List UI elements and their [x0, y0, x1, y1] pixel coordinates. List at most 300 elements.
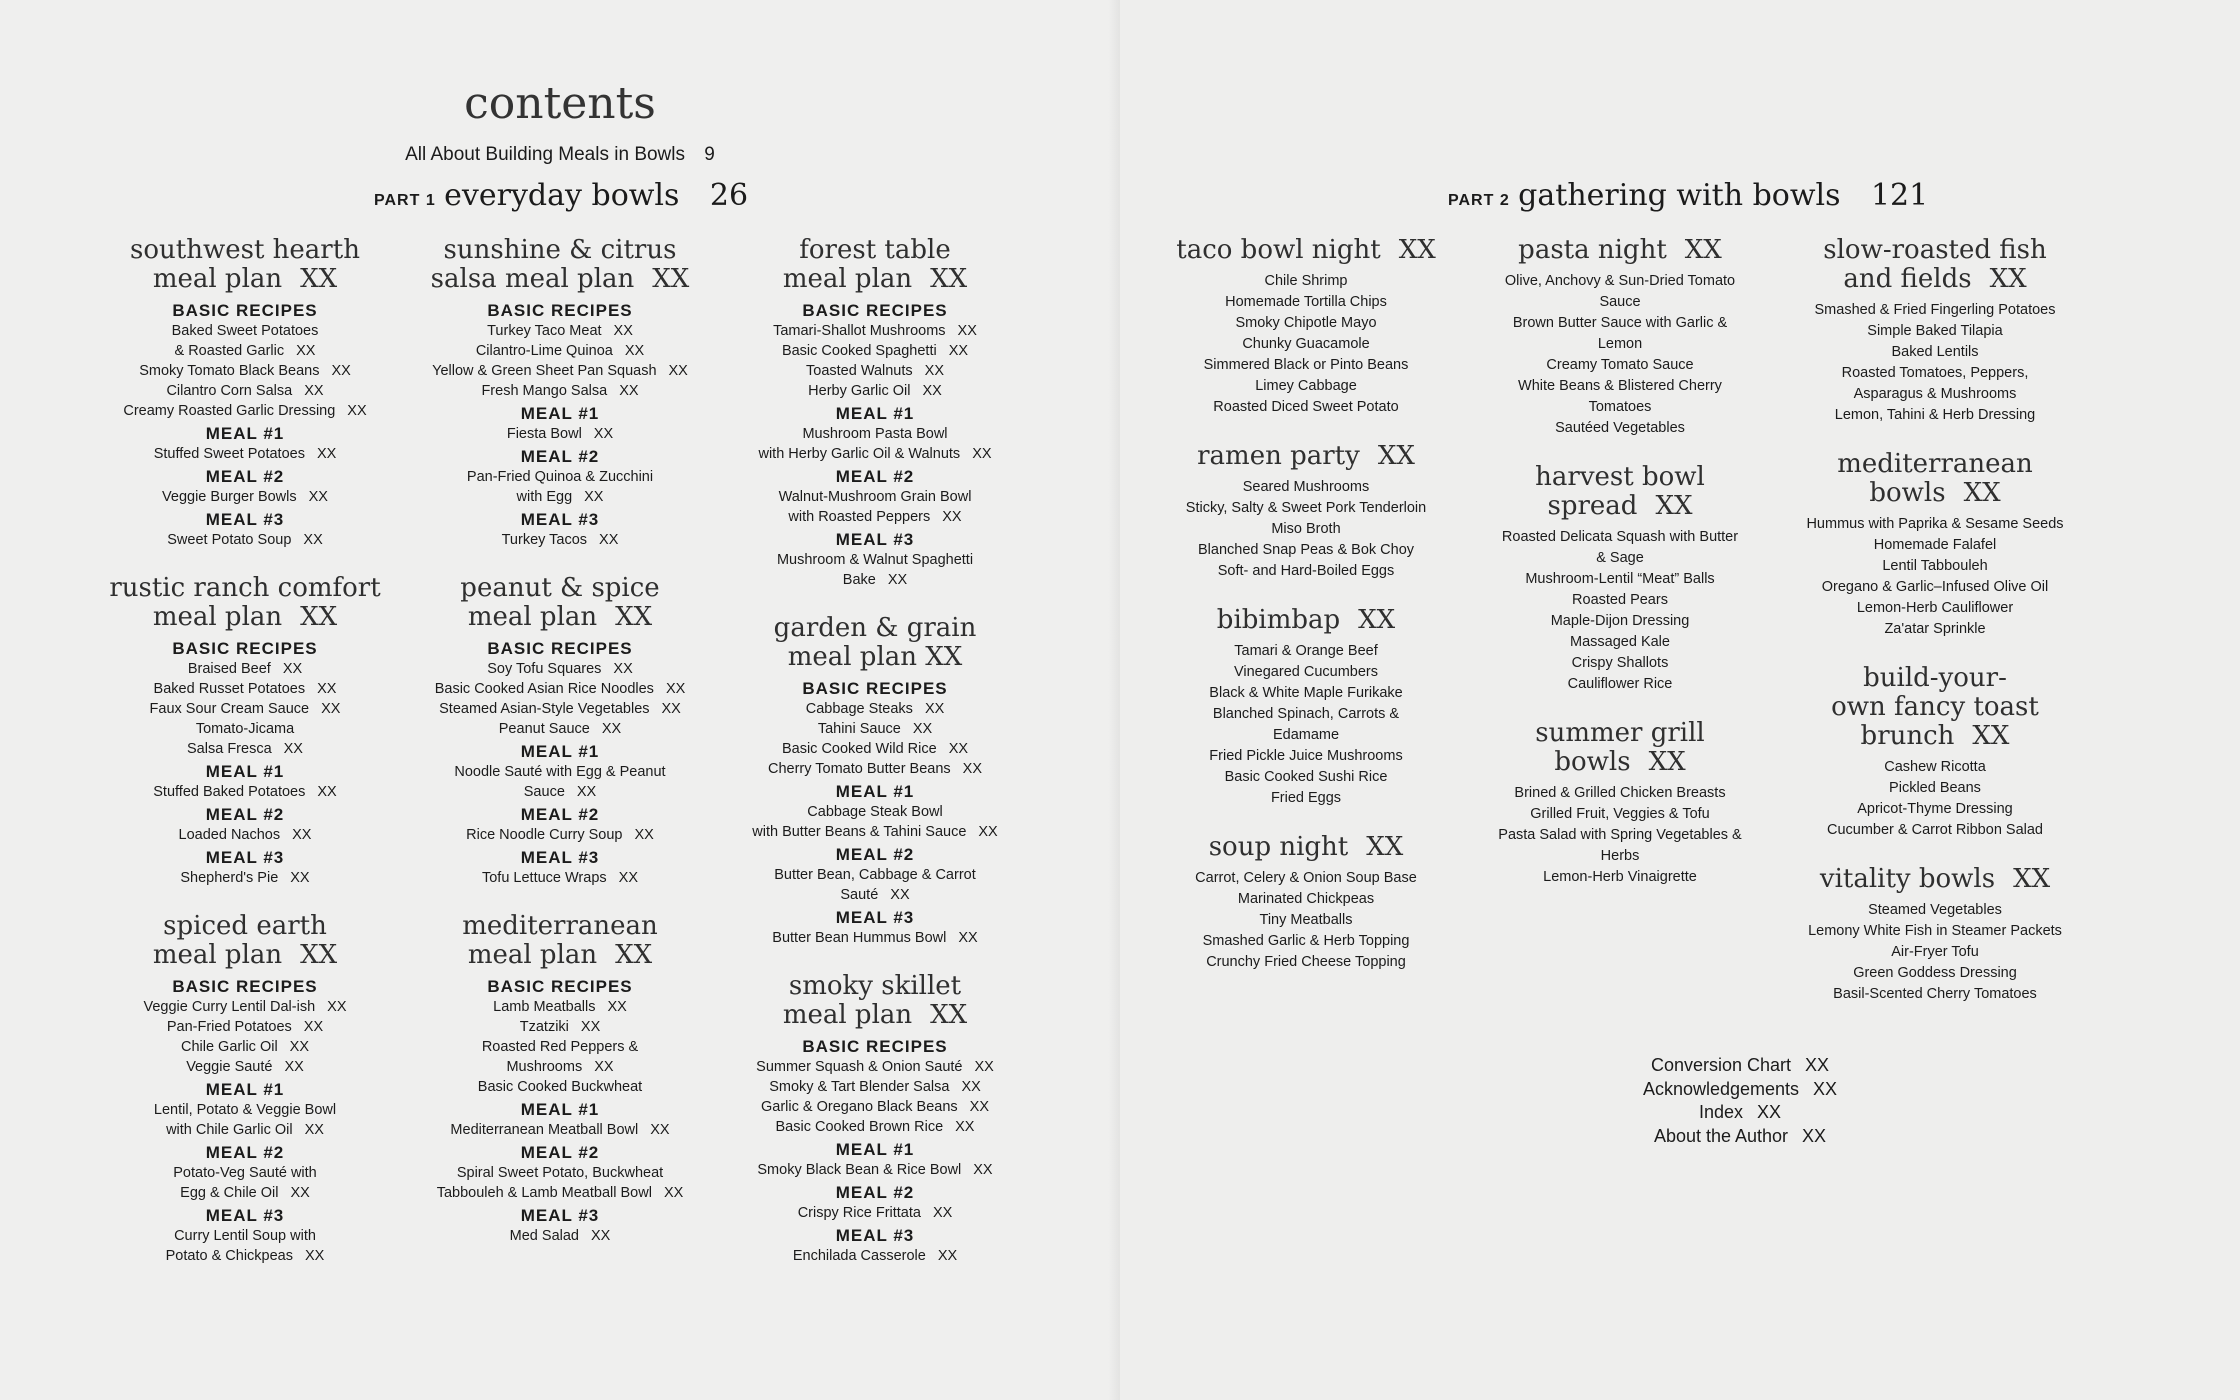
- recipe-name: Curry Lentil Soup with: [174, 1228, 316, 1244]
- recipe-name: Mushrooms: [506, 1059, 583, 1075]
- recipe-name: Lamb Meatballs: [493, 999, 596, 1015]
- recipe-page: XX: [922, 383, 942, 399]
- recipe-name: Tamari-Shallot Mushrooms: [773, 323, 946, 339]
- recipe-page: XX: [978, 824, 998, 840]
- recipe-entry[interactable]: Grilled Fruit, Veggies & Tofu: [1530, 806, 1710, 822]
- recipe-name: Basic Cooked Buckwheat: [477, 1079, 643, 1095]
- recipe-entry[interactable]: & Sage: [1596, 550, 1644, 566]
- recipe-entry[interactable]: [410, 868, 710, 888]
- recipe-entry[interactable]: Tiny Meatballs: [1259, 912, 1353, 928]
- recipe-page: XX: [282, 661, 303, 677]
- right-column-2: [1470, 236, 1770, 912]
- recipe-entry[interactable]: [410, 1163, 710, 1183]
- recipe-entry[interactable]: [725, 341, 1025, 361]
- recipe-entry[interactable]: [95, 1037, 395, 1057]
- recipe-entry[interactable]: [95, 1057, 395, 1077]
- section-heading: MEAL #3: [835, 908, 915, 927]
- recipe-entry[interactable]: [725, 1203, 1025, 1223]
- recipe-entry[interactable]: Hummus with Paprika & Sesame Seeds: [1806, 516, 2064, 532]
- part2-label: PART 2: [1448, 192, 1510, 209]
- recipe-entry[interactable]: [725, 865, 1025, 885]
- section-heading: MEAL #2: [520, 447, 600, 466]
- recipe-entry[interactable]: [95, 487, 395, 507]
- recipe-entry[interactable]: [95, 321, 395, 341]
- plan-title-line: spiced earth: [163, 911, 327, 941]
- recipe-entry[interactable]: [725, 550, 1025, 570]
- right-page: [1120, 0, 2240, 1400]
- recipe-page: XX: [665, 681, 686, 697]
- recipe-entry[interactable]: [725, 802, 1025, 822]
- plan-title-page: XX: [930, 264, 968, 294]
- plan-title: [95, 236, 395, 294]
- recipe-entry[interactable]: Air-Fryer Tofu: [1891, 944, 1979, 960]
- backmatter-page: XX: [1802, 1125, 1827, 1146]
- plan-title-line: meal plan XX: [787, 642, 963, 672]
- recipe-entry[interactable]: [410, 530, 710, 550]
- recipe-entry[interactable]: Roasted Delicata Squash with Butter: [1501, 529, 1739, 545]
- recipe-name: Mushroom & Walnut Spaghetti: [776, 552, 974, 568]
- recipe-entry[interactable]: [725, 444, 1025, 464]
- recipe-entry[interactable]: Lemony White Fish in Steamer Packets: [1808, 923, 2062, 939]
- recipe-entry[interactable]: [410, 782, 710, 802]
- recipe-entry[interactable]: [410, 1183, 710, 1203]
- recipe-entry[interactable]: Herbs: [1600, 848, 1640, 864]
- recipe-entry[interactable]: Blanched Snap Peas & Bok Choy: [1197, 542, 1415, 558]
- plan-title-line: meal plan: [152, 602, 283, 632]
- recipe-entry[interactable]: Simmered Black or Pinto Beans: [1203, 357, 1409, 373]
- recipe-entry[interactable]: Chunky Guacamole: [1242, 336, 1370, 352]
- recipe-entry[interactable]: [725, 822, 1025, 842]
- recipe-entry[interactable]: [95, 530, 395, 550]
- recipe-entry[interactable]: Crunchy Fried Cheese Topping: [1206, 954, 1406, 970]
- recipe-entry[interactable]: [410, 1226, 710, 1246]
- recipe-entry[interactable]: [410, 361, 710, 381]
- recipe-entry[interactable]: Chile Shrimp: [1264, 273, 1348, 289]
- recipe-entry[interactable]: [725, 424, 1025, 444]
- recipe-entry[interactable]: [410, 825, 710, 845]
- plan-title-page: XX: [1377, 441, 1415, 471]
- backmatter-entry[interactable]: [1540, 1054, 1940, 1078]
- section-heading: BASIC RECIPES: [802, 679, 948, 698]
- recipe-entry[interactable]: Lentil Tabbouleh: [1882, 558, 1988, 574]
- recipe-entry[interactable]: Simple Baked Tilapia: [1867, 323, 2003, 339]
- recipe-entry[interactable]: [725, 321, 1025, 341]
- plan-title: [725, 236, 1025, 294]
- recipe-entry[interactable]: Pickled Beans: [1889, 780, 1981, 796]
- plan-title-page: XX: [1963, 478, 2001, 508]
- recipe-entry[interactable]: Fried Pickle Juice Mushrooms: [1209, 748, 1403, 764]
- recipe-page: XX: [924, 701, 945, 717]
- recipe-entry[interactable]: [725, 739, 1025, 759]
- recipe-page: XX: [580, 1019, 601, 1035]
- recipe-name: Lentil, Potato & Veggie Bowl: [153, 1102, 337, 1118]
- recipe-entry[interactable]: [410, 487, 710, 507]
- recipe-name: Basic Cooked Brown Rice: [775, 1119, 944, 1135]
- recipe-entry[interactable]: [95, 401, 395, 421]
- recipe-entry[interactable]: [95, 739, 395, 759]
- recipe-page: XX: [613, 661, 633, 677]
- recipe-entry[interactable]: [725, 1160, 1025, 1180]
- recipe-entry[interactable]: Smashed & Fried Fingerling Potatoes: [1814, 302, 2056, 318]
- recipe-name: Sauté: [840, 887, 879, 903]
- plan-title-line: forest table: [799, 235, 951, 265]
- recipe-entry[interactable]: Smoky Chipotle Mayo: [1235, 315, 1377, 331]
- recipe-name: Spiral Sweet Potato, Buckwheat: [456, 1165, 664, 1181]
- section-heading: BASIC RECIPES: [172, 301, 318, 320]
- recipe-name: Tzatziki: [519, 1019, 569, 1035]
- recipe-name: Veggie Sauté: [186, 1059, 273, 1075]
- recipe-entry[interactable]: [725, 928, 1025, 948]
- recipe-page: XX: [594, 1059, 614, 1075]
- recipe-entry[interactable]: Brown Butter Sauce with Garlic &: [1512, 315, 1728, 331]
- recipe-entry[interactable]: Cucumber & Carrot Ribbon Salad: [1827, 822, 2043, 838]
- section-heading: MEAL #1: [520, 404, 600, 423]
- section-heading: BASIC RECIPES: [802, 301, 948, 320]
- recipe-page: XX: [912, 721, 933, 737]
- recipe-entry[interactable]: [95, 868, 395, 888]
- recipe-page: XX: [599, 532, 619, 548]
- recipe-entry[interactable]: [725, 507, 1025, 527]
- recipe-entry[interactable]: Tomatoes: [1588, 399, 1652, 415]
- recipe-name: Cilantro-Lime Quinoa: [475, 343, 613, 359]
- recipe-entry[interactable]: [725, 381, 1025, 401]
- section-heading: MEAL #3: [520, 848, 600, 867]
- recipe-page: XX: [973, 1162, 993, 1178]
- recipe-entry[interactable]: [725, 1057, 1025, 1077]
- recipe-page: XX: [942, 509, 962, 525]
- recipe-entry[interactable]: [725, 570, 1025, 590]
- recipe-entry[interactable]: [410, 719, 710, 739]
- plan-title-page: XX: [1648, 747, 1686, 777]
- recipe-entry[interactable]: [725, 1077, 1025, 1097]
- recipe-entry[interactable]: [95, 1100, 395, 1120]
- recipe-entry[interactable]: Soft- and Hard-Boiled Eggs: [1217, 563, 1395, 579]
- recipe-entry[interactable]: [410, 341, 710, 361]
- recipe-name: Tofu Lettuce Wraps: [481, 870, 607, 886]
- recipe-name: Faux Sour Cream Sauce: [149, 701, 310, 717]
- recipe-name: with Egg: [516, 489, 573, 505]
- recipe-page: XX: [292, 827, 312, 843]
- plan-title-page: XX: [2013, 864, 2051, 894]
- recipe-entry[interactable]: [95, 1246, 395, 1266]
- section-heading: MEAL #2: [520, 805, 600, 824]
- recipe-name: Braised Beef: [187, 661, 271, 677]
- recipe-page: XX: [303, 1019, 324, 1035]
- recipe-page: XX: [957, 323, 977, 339]
- meal-plan: [725, 236, 1025, 590]
- plan-title-page: XX: [652, 264, 690, 294]
- plan-title-line-wrap: [1156, 236, 1456, 265]
- recipe-entry[interactable]: [410, 321, 710, 341]
- recipe-entry[interactable]: [95, 782, 395, 802]
- recipe-entry[interactable]: Limey Cabbage: [1255, 378, 1357, 394]
- recipe-entry[interactable]: Carrot, Celery & Onion Soup Base: [1195, 870, 1417, 886]
- recipe-page: XX: [290, 1185, 310, 1201]
- section-heading: MEAL #1: [205, 1080, 285, 1099]
- recipe-name: Stuffed Sweet Potatoes: [153, 446, 305, 462]
- plan-title: [1785, 865, 2085, 894]
- recipe-entry[interactable]: Brined & Grilled Chicken Breasts: [1514, 785, 1726, 801]
- recipe-entry[interactable]: [410, 762, 710, 782]
- recipe-entry[interactable]: Lemon: [1597, 336, 1643, 352]
- plan-title-line-wrap: [95, 941, 395, 970]
- recipe-entry[interactable]: [95, 699, 395, 719]
- recipe-page: XX: [668, 363, 688, 379]
- recipe-entry[interactable]: Roasted Diced Sweet Potato: [1213, 399, 1399, 415]
- meal-plan: [95, 236, 395, 550]
- recipe-entry[interactable]: Creamy Tomato Sauce: [1546, 357, 1694, 373]
- recipe-page: XX: [284, 1059, 304, 1075]
- recipe-name: Cabbage Steaks: [805, 701, 913, 717]
- recipe-entry[interactable]: Fried Eggs: [1270, 790, 1342, 806]
- recipe-entry[interactable]: [410, 997, 710, 1017]
- recipe-name: Peanut Sauce: [498, 721, 590, 737]
- plan-title-page: XX: [1972, 721, 2010, 751]
- right-column-1: [1156, 236, 1456, 997]
- recipe-entry[interactable]: Green Goddess Dressing: [1853, 965, 2017, 981]
- recipe-entry[interactable]: [95, 1017, 395, 1037]
- recipe-entry[interactable]: Roasted Pears: [1572, 592, 1668, 608]
- plan-title: [1785, 236, 2085, 294]
- plan-title-line-wrap: [1785, 265, 2085, 294]
- recipe-entry[interactable]: [410, 1057, 710, 1077]
- recipe-entry[interactable]: [95, 659, 395, 679]
- recipe-entry[interactable]: Blanched Spinach, Carrots &: [1212, 706, 1400, 722]
- plan-title-line: sunshine & citrus: [443, 235, 677, 265]
- recipe-entry[interactable]: [725, 1117, 1025, 1137]
- recipe-entry[interactable]: Smashed Garlic & Herb Topping: [1202, 933, 1410, 949]
- recipe-page: XX: [304, 1122, 324, 1138]
- plan-title: [1785, 450, 2085, 508]
- recipe-entry[interactable]: [410, 467, 710, 487]
- recipe-entry[interactable]: Mushroom-Lentil “Meat” Balls: [1525, 571, 1715, 587]
- recipe-entry[interactable]: Oregano & Garlic–Infused Olive Oil: [1821, 579, 2049, 595]
- recipe-entry[interactable]: Sauce: [1599, 294, 1641, 310]
- recipe-entry[interactable]: [410, 699, 710, 719]
- recipe-entry[interactable]: Baked Lentils: [1891, 344, 1979, 360]
- recipe-name: Mediterranean Meatball Bowl: [450, 1122, 639, 1138]
- recipe-entry[interactable]: [95, 1120, 395, 1140]
- recipe-entry[interactable]: [95, 679, 395, 699]
- recipe-entry[interactable]: [95, 719, 395, 739]
- backmatter-entry[interactable]: [1540, 1078, 1940, 1102]
- backmatter-label: About the Author: [1653, 1125, 1789, 1146]
- recipe-entry[interactable]: [95, 341, 395, 361]
- plan-title-line-wrap: [1470, 236, 1770, 265]
- recipe-entry[interactable]: Tamari & Orange Beef: [1234, 643, 1378, 659]
- section-heading: MEAL #2: [835, 845, 915, 864]
- backmatter-label: Index: [1698, 1102, 1744, 1122]
- recipe-entry[interactable]: [410, 1120, 710, 1140]
- section-heading: BASIC RECIPES: [487, 639, 633, 658]
- backmatter-entry[interactable]: [1540, 1101, 1940, 1125]
- recipe-entry[interactable]: Maple-Dijon Dressing: [1550, 613, 1690, 629]
- plan-title-line: mediterranean: [1837, 449, 2033, 479]
- recipe-entry[interactable]: Lemon-Herb Cauliflower: [1856, 600, 2014, 616]
- recipe-entry[interactable]: [95, 1226, 395, 1246]
- recipe-name: Sauce: [523, 784, 565, 800]
- recipe-entry[interactable]: [725, 719, 1025, 739]
- plan-title: [95, 574, 395, 632]
- section-heading: MEAL #1: [835, 1140, 915, 1159]
- recipe-entry[interactable]: Apricot-Thyme Dressing: [1857, 801, 2013, 817]
- intro-entry: [360, 144, 760, 166]
- plan-title-line: summer grill: [1535, 718, 1705, 748]
- plan-title-line-wrap: [725, 1001, 1025, 1030]
- recipe-entry[interactable]: [725, 699, 1025, 719]
- section-heading: BASIC RECIPES: [172, 639, 318, 658]
- recipe-entry[interactable]: [725, 1246, 1025, 1266]
- recipe-name: Tabbouleh & Lamb Meatball Bowl: [436, 1185, 652, 1201]
- recipe-page: XX: [613, 323, 633, 339]
- recipe-entry[interactable]: Pasta Salad with Spring Vegetables &: [1498, 827, 1742, 843]
- recipe-entry[interactable]: Za'atar Sprinkle: [1884, 621, 1986, 637]
- recipe-name: & Roasted Garlic: [174, 343, 285, 359]
- recipe-page: XX: [303, 532, 323, 548]
- recipe-entry[interactable]: [410, 1077, 710, 1097]
- plan-title-line-wrap: [1785, 479, 2085, 508]
- recipe-name: Baked Russet Potatoes: [153, 681, 306, 697]
- recipe-entry[interactable]: Seared Mushrooms: [1242, 479, 1370, 495]
- plan-title-line: smoky skillet: [788, 971, 962, 1001]
- recipe-entry[interactable]: Roasted Tomatoes, Peppers,: [1841, 365, 2029, 381]
- plan-title: [1156, 833, 1456, 862]
- plan-title-line: bowls: [1554, 747, 1631, 777]
- recipe-entry[interactable]: [725, 1097, 1025, 1117]
- recipe-entry[interactable]: Marinated Chickpeas: [1237, 891, 1375, 907]
- plan-title: [410, 574, 710, 632]
- plan-title-line: taco bowl night: [1176, 235, 1381, 265]
- recipe-entry[interactable]: Black & White Maple Furikake: [1209, 685, 1403, 701]
- plan-title-line: meal plan: [152, 264, 283, 294]
- recipe-name: Mushroom Pasta Bowl: [802, 426, 948, 442]
- recipe-page: XX: [887, 572, 908, 588]
- recipe-entry[interactable]: Lemon-Herb Vinaigrette: [1543, 869, 1697, 885]
- recipe-entry[interactable]: Edamame: [1272, 727, 1340, 743]
- plan-title-line-wrap: [1156, 442, 1456, 471]
- recipe-name: Butter Bean, Cabbage & Carrot: [774, 867, 976, 883]
- recipe-name: Noodle Sauté with Egg & Peanut: [454, 764, 666, 780]
- recipe-entry[interactable]: Basic Cooked Sushi Rice: [1224, 769, 1388, 785]
- plan-title: [1470, 719, 1770, 777]
- menu-section: [1470, 236, 1770, 439]
- plan-title-page: XX: [1655, 491, 1693, 521]
- plan-title-line-wrap: [95, 603, 395, 632]
- meal-plan: [410, 574, 710, 888]
- plan-title: [410, 912, 710, 970]
- recipe-page: XX: [948, 741, 969, 757]
- recipe-entry[interactable]: Sticky, Salty & Sweet Pork Tenderloin: [1185, 500, 1427, 516]
- plan-title-line: soup night: [1208, 832, 1349, 862]
- recipe-entry[interactable]: Homemade Falafel: [1873, 537, 1997, 553]
- recipe-page: XX: [663, 1185, 684, 1201]
- recipe-entry[interactable]: Asparagus & Mushrooms: [1853, 386, 2017, 402]
- backmatter-entry[interactable]: [1540, 1125, 1940, 1149]
- recipe-page: XX: [327, 999, 347, 1015]
- plan-title-page: XX: [300, 940, 338, 970]
- menu-section: [1470, 463, 1770, 695]
- recipe-entry[interactable]: Crispy Shallots: [1571, 655, 1669, 671]
- recipe-entry[interactable]: Olive, Anchovy & Sun-Dried Tomato: [1504, 273, 1736, 289]
- left-column-3: [725, 236, 1025, 1290]
- recipe-entry[interactable]: [95, 1183, 395, 1203]
- recipe-page: XX: [650, 1122, 670, 1138]
- recipe-entry[interactable]: [95, 361, 395, 381]
- plan-title-line: bowls: [1869, 478, 1946, 508]
- backmatter-label: Acknowledgements: [1642, 1078, 1800, 1099]
- section-heading: MEAL #3: [520, 1206, 600, 1225]
- part1-label: PART 1: [374, 192, 436, 209]
- recipe-entry[interactable]: [410, 1037, 710, 1057]
- recipe-entry[interactable]: [725, 885, 1025, 905]
- recipe-entry[interactable]: Massaged Kale: [1570, 634, 1670, 650]
- recipe-entry[interactable]: [410, 424, 710, 444]
- recipe-page: XX: [304, 383, 324, 399]
- recipe-name: Turkey Taco Meat: [487, 323, 602, 339]
- plan-title-line-wrap: [410, 265, 710, 294]
- recipe-entry[interactable]: [95, 1163, 395, 1183]
- recipe-page: XX: [601, 721, 622, 737]
- backmatter-page: XX: [1813, 1078, 1838, 1099]
- contents-title: contents: [464, 78, 656, 129]
- plan-title: [410, 236, 710, 294]
- recipe-entry[interactable]: White Beans & Blistered Cherry: [1518, 378, 1722, 394]
- recipe-entry[interactable]: Sautéed Vegetables: [1555, 420, 1685, 436]
- plan-title-line-wrap: [725, 265, 1025, 294]
- recipe-name: Smoky & Tart Blender Salsa: [769, 1079, 950, 1095]
- recipe-page: XX: [974, 1059, 994, 1075]
- part1-heading: [374, 178, 748, 213]
- recipe-entry[interactable]: [95, 825, 395, 845]
- recipe-entry[interactable]: [410, 381, 710, 401]
- section-heading: BASIC RECIPES: [172, 977, 318, 996]
- recipe-entry[interactable]: [725, 487, 1025, 507]
- recipe-entry[interactable]: Basil-Scented Cherry Tomatoes: [1833, 986, 2037, 1002]
- plan-title: [725, 614, 1025, 672]
- recipe-entry[interactable]: [410, 1017, 710, 1037]
- plan-title-line: harvest bowl: [1535, 462, 1705, 492]
- recipe-entry[interactable]: [725, 361, 1025, 381]
- recipe-entry[interactable]: [95, 997, 395, 1017]
- recipe-entry[interactable]: [725, 759, 1025, 779]
- recipe-entry[interactable]: [410, 679, 710, 699]
- recipe-entry[interactable]: Cashew Ricotta: [1884, 759, 1986, 775]
- part2-page: 121: [1870, 178, 1929, 213]
- recipe-entry[interactable]: Homemade Tortilla Chips: [1225, 294, 1387, 310]
- plan-title-line-wrap: [1470, 748, 1770, 777]
- recipe-page: XX: [937, 1248, 958, 1264]
- recipe-name: Shepherd's Pie: [180, 870, 279, 886]
- plan-title-line: slow-roasted fish: [1823, 235, 2047, 265]
- plan-title-line: brunch: [1860, 721, 1955, 751]
- recipe-page: XX: [283, 741, 303, 757]
- recipe-entry[interactable]: [95, 381, 395, 401]
- plan-title-line-wrap: [1156, 833, 1456, 862]
- recipe-name: Chile Garlic Oil: [180, 1039, 278, 1055]
- recipe-entry[interactable]: Lemon, Tahini & Herb Dressing: [1834, 407, 2036, 423]
- recipe-entry[interactable]: Miso Broth: [1271, 521, 1341, 537]
- section-heading: BASIC RECIPES: [802, 1037, 948, 1056]
- recipe-entry[interactable]: Steamed Vegetables: [1868, 902, 2002, 918]
- recipe-entry[interactable]: Cauliflower Rice: [1567, 676, 1673, 692]
- recipe-entry[interactable]: Vinegared Cucumbers: [1233, 664, 1378, 680]
- recipe-entry[interactable]: [95, 444, 395, 464]
- meal-plan: [410, 236, 710, 550]
- recipe-name: Bake: [842, 572, 876, 588]
- recipe-entry[interactable]: [410, 659, 710, 679]
- part2-title: gathering with bowls: [1518, 178, 1841, 213]
- plan-title-page: XX: [615, 602, 653, 632]
